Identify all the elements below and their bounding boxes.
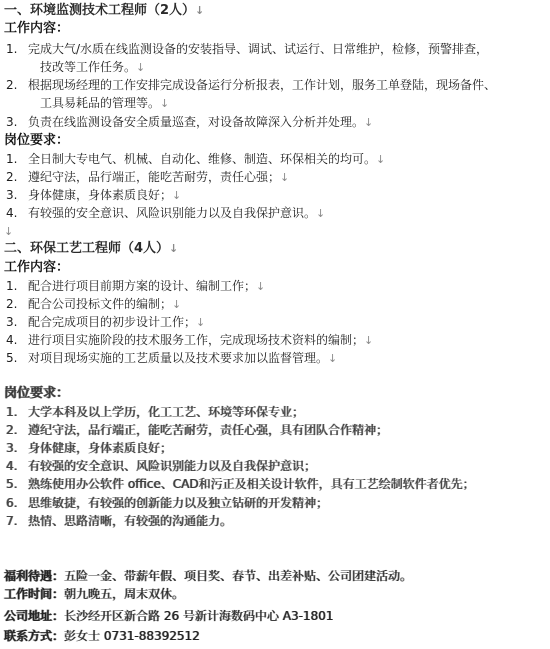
- job1-content-item-2-cont: 工具易耗品的管理等。↓: [40, 96, 170, 110]
- job1-content-item-1-cont: 技改等工作任务。↓: [40, 60, 146, 74]
- job1-content-item-1: 1. 完成大气/水质在线监测设备的安装指导、调试、试运行、日常维护，检修，预警排查，: [6, 42, 489, 56]
- job2-content-item-1: 1. 配合进行项目前期方案的设计、编制工作；↓: [6, 279, 266, 293]
- job1-req-item-3: 3. 身体健康，身体素质良好；↓: [6, 188, 182, 202]
- job2-req-heading: 岗位要求：: [4, 386, 70, 401]
- job2-content-item-5: 5. 对项目现场实施的工艺质量以及技术要求加以监督管理。↓: [6, 351, 338, 365]
- job2-req-item-3: 3. 身体健康，身体素质良好；: [6, 441, 173, 455]
- job1-req-heading: 岗位要求：: [4, 133, 70, 148]
- job2-content-heading: 工作内容：: [4, 260, 70, 275]
- job1-content-heading: 工作内容：: [4, 21, 70, 36]
- job1-req-item-4: 4. 有较强的安全意识、风险识别能力以及自我保护意识。↓: [6, 206, 326, 220]
- job2-title: 二、环保工艺工程师（4人）↓: [4, 241, 179, 256]
- job1-req-item-1: 1. 全日制大专电气、机械、自动化、维修、制造、环保相关的均可。↓: [6, 152, 386, 166]
- contact-line: 联系方式：彭女士 0731-88392512: [4, 629, 200, 643]
- job2-content-item-4: 4. 进行项目实施阶段的技术服务工作，完成现场技术资料的编制；↓: [6, 333, 374, 347]
- job2-req-item-7: 7. 热情、思路清晰，有较强的沟通能力。: [6, 514, 233, 528]
- job1-content-item-3: 3. 负责在线监测设备安全质量巡查，对设备故障深入分析并处理。↓: [6, 115, 374, 129]
- address-line: 公司地址：长沙经开区新合路 26 号新计海数码中心 A3-1801: [4, 609, 334, 623]
- benefits-line: 福利待遇：五险一金、带薪年假、项目奖、春节、出差补贴、公司团建活动。: [4, 569, 413, 583]
- job2-req-item-4: 4. 有较强的安全意识、风险识别能力以及自我保护意识；: [6, 459, 317, 473]
- job1-title: 一、环境监测技术工程师（2人）↓: [4, 3, 205, 18]
- job1-req-item-2: 2. 遵纪守法，品行端正，能吃苦耐劳，责任心强；↓: [6, 170, 290, 184]
- job2-req-item-6: 6. 思维敏捷，有较强的创新能力以及独立钻研的开发精神；: [6, 496, 329, 510]
- job2-content-item-3: 3. 配合完成项目的初步设计工作；↓: [6, 315, 206, 329]
- job2-content-item-2: 2. 配合公司投标文件的编制；↓: [6, 297, 182, 311]
- work-hours-line: 工作时间：朝九晚五，周末双休。: [4, 587, 185, 601]
- job2-req-item-2: 2. 遵纪守法，品行端正，能吃苦耐劳，责任心强，具有团队合作精神；: [6, 423, 389, 437]
- job1-content-item-2: 2. 根据现场经理的工作安排完成设备运行分析报表，工作计划，服务工单登陆，现场备件、: [6, 78, 497, 92]
- paragraph-mark: ↓: [4, 225, 14, 238]
- job2-req-item-5: 5. 熟练使用办公软件 office、CAD和污正及相关设计软件，具有工艺绘制软件者优先；: [6, 477, 475, 491]
- job2-req-item-1: 1. 大学本科及以上学历，化工工艺、环境等环保专业；: [6, 405, 305, 419]
